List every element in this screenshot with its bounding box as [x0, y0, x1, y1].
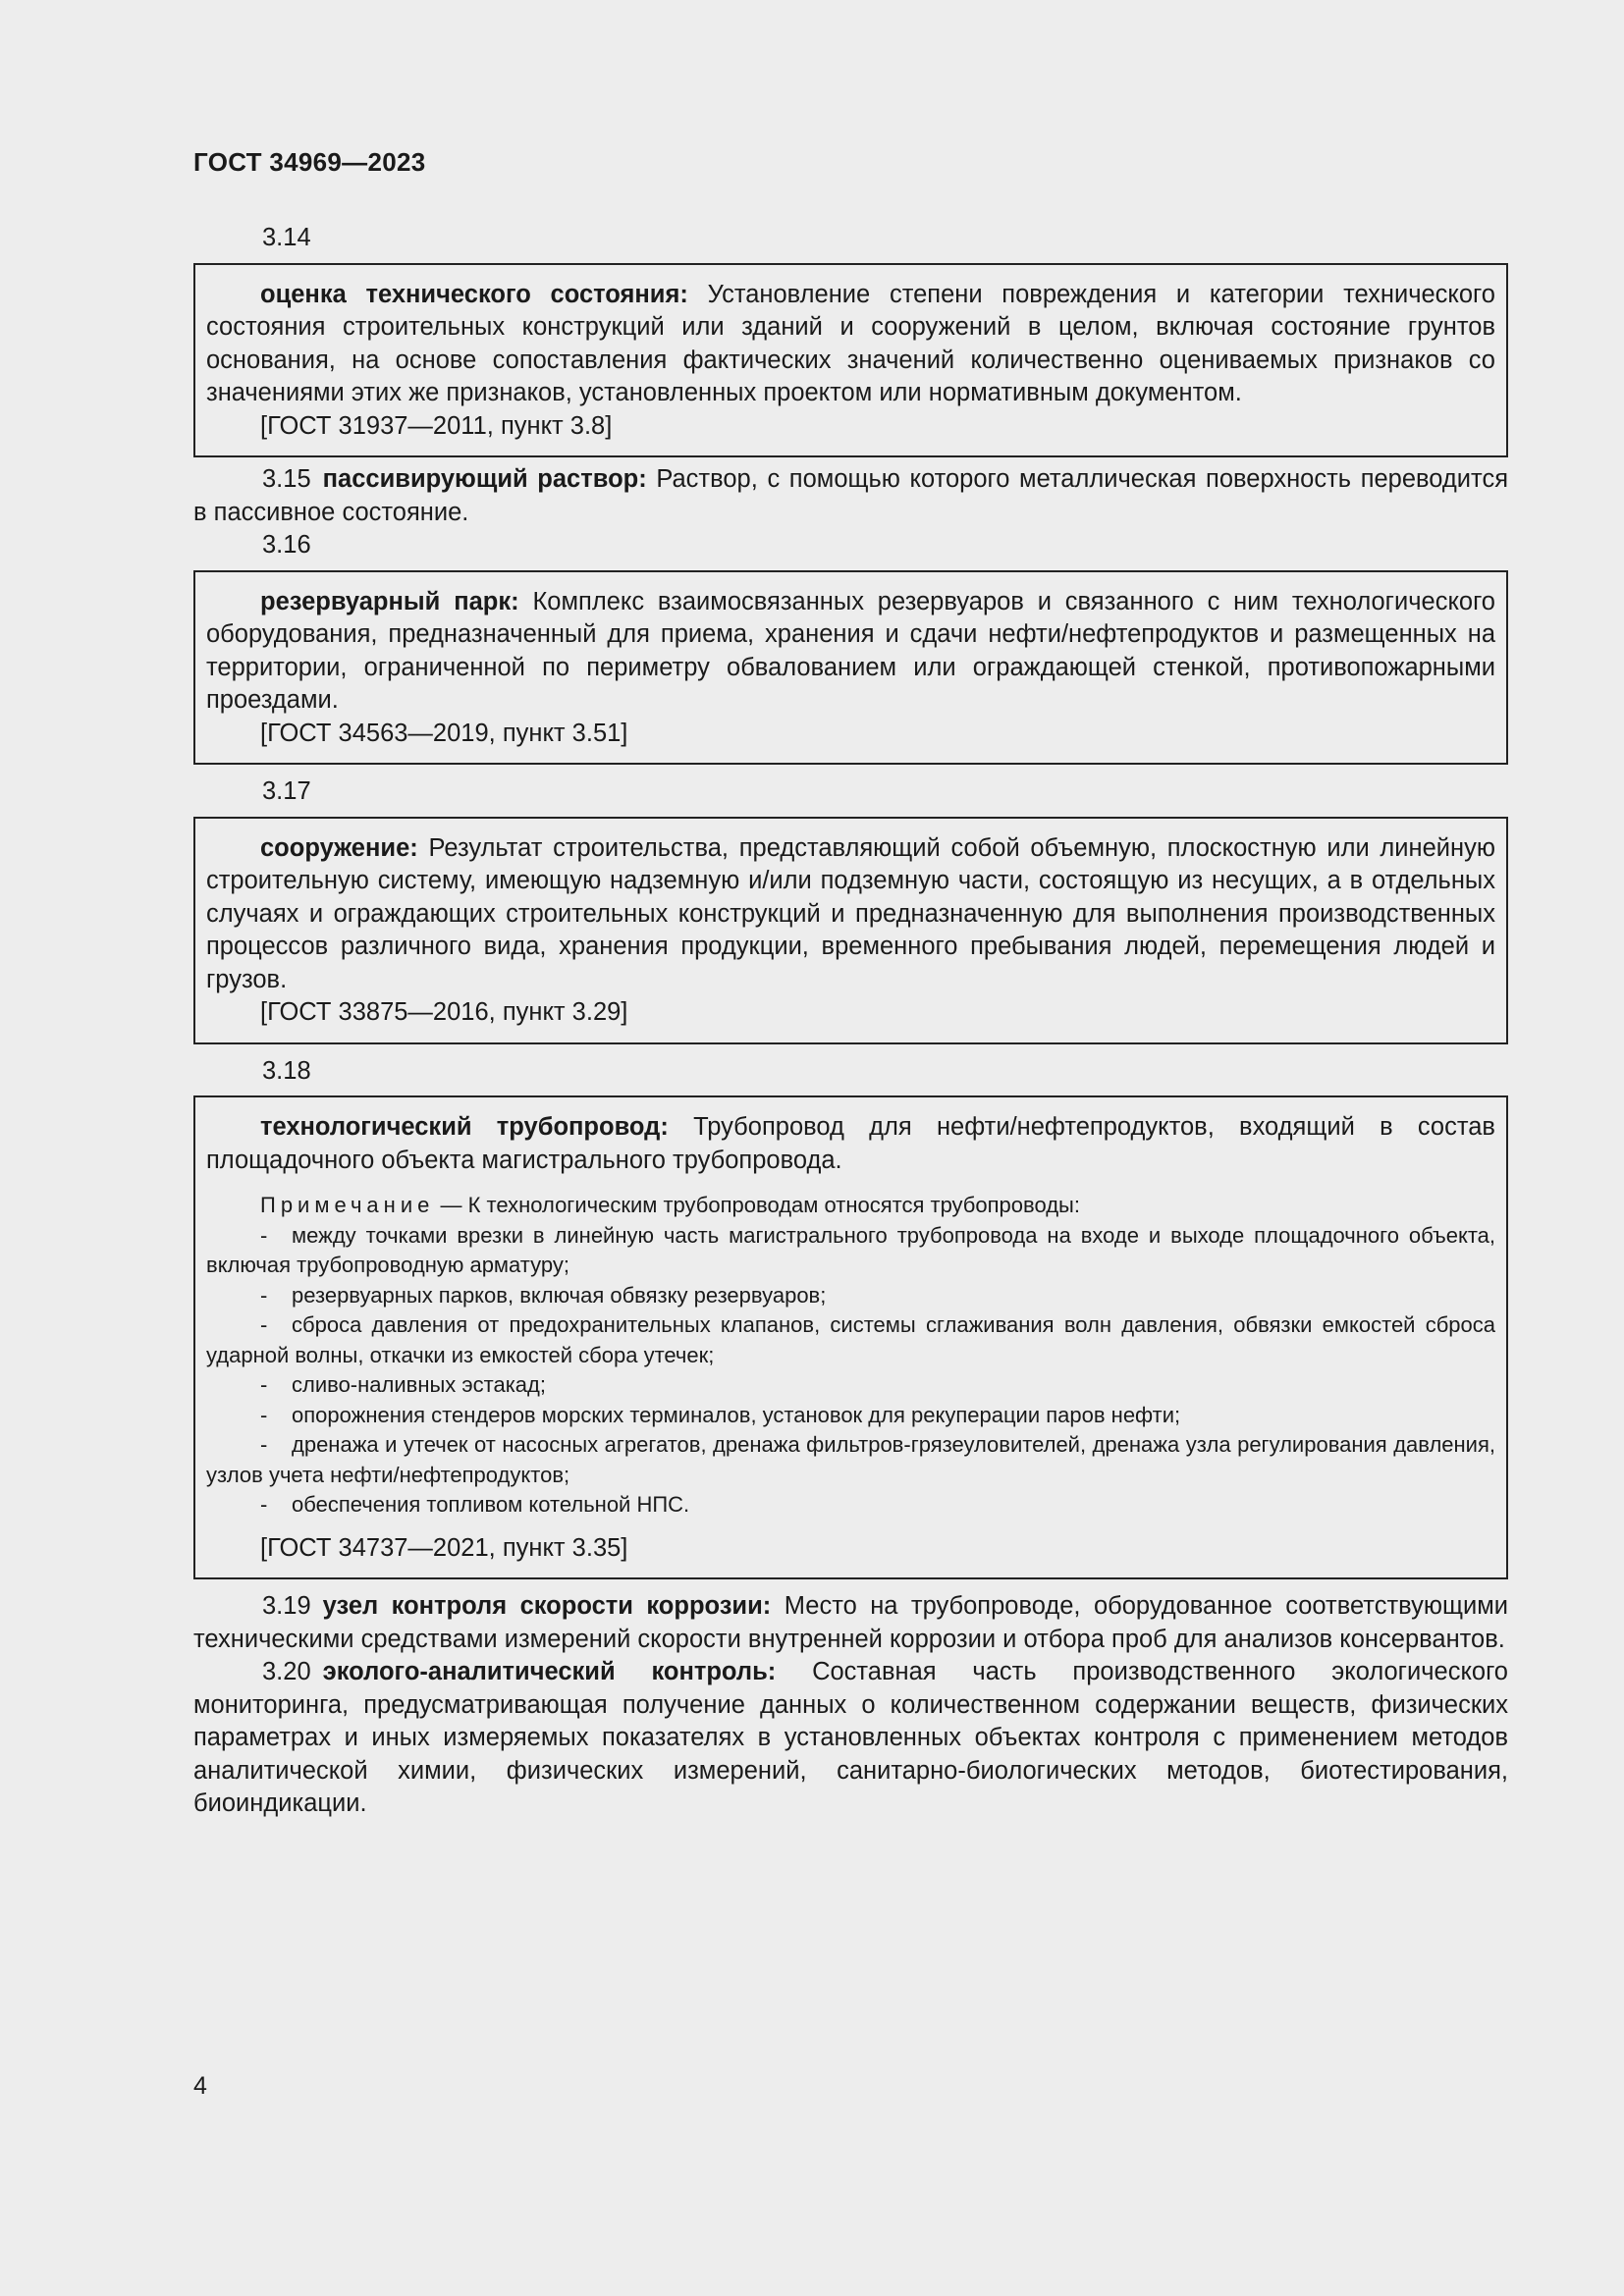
note-list-item — [206, 1370, 1495, 1401]
term-number: 3.17 — [262, 777, 311, 805]
term-definition — [206, 832, 1495, 997]
list-item-text: сброса давления от предохранительных клапанов, системы сглаживания волн давления, обвязки емкостей сброса ударной волны, откачки из емкостей сбора утечек; — [206, 1312, 1495, 1367]
term-reference: [ГОСТ 33875—2016, пункт 3.29] — [260, 998, 628, 1026]
note-list-item — [206, 1310, 1495, 1370]
term-name: технологический трубопровод: — [260, 1113, 669, 1141]
term-name: пассивирующий раствор: — [322, 465, 647, 493]
term-name: узел контроля скорости коррозии: — [322, 1592, 772, 1620]
note-list-item — [206, 1281, 1495, 1311]
term-box — [193, 1095, 1508, 1579]
term-name: сооружение: — [260, 833, 418, 862]
list-dash: - — [260, 1402, 268, 1427]
term-number: 3.15 — [262, 465, 311, 493]
list-item-text: обеспечения топливом котельной НПС. — [292, 1492, 690, 1517]
list-dash: - — [260, 1372, 268, 1397]
term-text: Результат строительства, представляющий собой объемную, плоскостную или линейную строительную систему, имеющую надземную и/или подземную части, состоящую из несущих, а в отдельных случаях и ограждающих строительных конструкций и предназначенную для выполнения производственных процессов различного вида, хранения продукции, временного пребывания людей, перемещения людей и грузов. — [206, 833, 1495, 993]
document-body — [193, 222, 1508, 1821]
list-item-text: резервуарных парков, включая обвязку резервуаров; — [292, 1282, 827, 1308]
term-text: Составная часть производственного экологического мониторинга, предусматривающая получение данных о количественном содержании веществ, физических параметрах и иных измеряемых показателях в установленных объектах контроля с применением методов аналитической химии, физических измерений, санитарно-биологических методов, биотестирования, биоиндикации. — [193, 1658, 1508, 1817]
list-dash: - — [260, 1282, 268, 1308]
term-name: резервуарный парк: — [260, 587, 519, 615]
note-list-item — [206, 1401, 1495, 1431]
term-definition — [206, 279, 1495, 410]
note-label: Примечание — [260, 1193, 435, 1217]
term-number: 3.18 — [262, 1056, 311, 1085]
term-text: Трубопровод для нефти/нефтепродуктов, входящий в состав площадочного объекта магистрального трубопровода. — [206, 1113, 1495, 1174]
term-note — [206, 1191, 1495, 1521]
term-box — [193, 263, 1508, 458]
note-list-item — [206, 1490, 1495, 1521]
list-dash: - — [260, 1432, 268, 1457]
term-reference: [ГОСТ 34563—2019, пункт 3.51] — [260, 719, 628, 747]
term-box — [193, 817, 1508, 1044]
page-number: 4 — [193, 2072, 207, 2100]
term-reference: [ГОСТ 34737—2021, пункт 3.35] — [260, 1533, 628, 1562]
term-number: 3.20 — [262, 1658, 311, 1685]
term-text: Комплекс взаимосвязанных резервуаров и связанного с ним технологического оборудования, предназначенный для приема, хранения и сдачи нефти/нефтепродуктов и размещенных на территории, ограниченной по периметру обвалованием или ограждающей стенкой, противопожарными проездами. — [206, 587, 1495, 714]
list-item-text: сливо-наливных эстакад; — [292, 1372, 546, 1397]
term-definition — [193, 1656, 1508, 1821]
list-item-text: дренажа и утечек от насосных агрегатов, дренажа фильтров-грязеуловителей, дренажа узла регулирования давления, узлов учета нефти/нефтепродуктов; — [206, 1432, 1495, 1487]
list-item-text: опорожнения стендеров морских терминалов, установок для рекуперации паров нефти; — [292, 1402, 1181, 1427]
list-dash: - — [260, 1492, 268, 1517]
term-definition — [206, 586, 1495, 718]
term-number: 3.19 — [262, 1592, 311, 1620]
term-definition — [193, 463, 1508, 529]
term-reference: [ГОСТ 31937—2011, пункт 3.8] — [260, 411, 613, 440]
term-box — [193, 570, 1508, 766]
term-definition — [206, 1111, 1495, 1177]
list-dash: - — [260, 1312, 268, 1337]
note-list-item — [206, 1430, 1495, 1490]
term-number: 3.16 — [262, 531, 311, 559]
note-list-item — [206, 1221, 1495, 1281]
term-text: Место на трубопроводе, оборудованное соответствующими техническими средствами измерений скорости внутренней коррозии и отбора проб для анализов консервантов. — [193, 1592, 1508, 1653]
term-number: 3.14 — [262, 224, 311, 251]
note-intro — [206, 1191, 1495, 1221]
list-dash: - — [260, 1222, 268, 1248]
term-definition — [193, 1590, 1508, 1656]
term-text: Раствор, с помощью которого металлическая поверхность переводится в пассивное состояние. — [193, 465, 1509, 526]
term-name: эколого-аналитический контроль: — [322, 1658, 777, 1685]
term-text: Установление степени повреждения и категории технического состояния строительных конструкций или зданий и сооружений в целом, включая состояние грунтов основания, на основе сопоставления фактических значений количественно оцениваемых признаков со значениями этих же признаков, установленных проектом или нормативным документом. — [206, 280, 1495, 406]
note-intro-text: — К технологическим трубопроводам относятся трубопроводы: — [440, 1193, 1080, 1217]
document-header: ГОСТ 34969—2023 — [193, 147, 426, 177]
list-item-text: между точками врезки в линейную часть магистрального трубопровода на входе и выходе площадочного объекта, включая трубопроводную арматуру; — [206, 1222, 1495, 1277]
term-name: оценка технического состояния: — [260, 280, 688, 308]
